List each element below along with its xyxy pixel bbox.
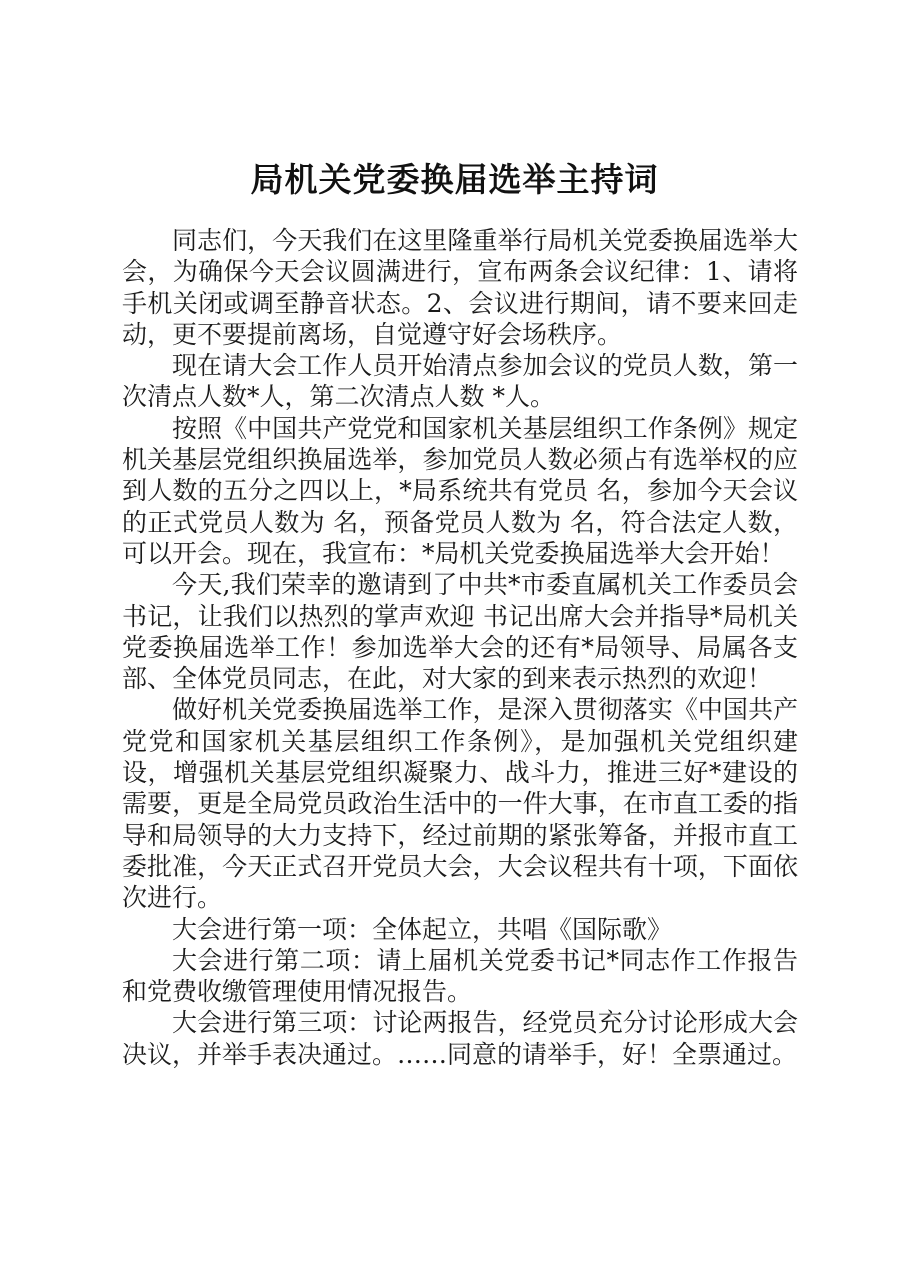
- paragraph-quorum-opening: 按照《中国共产党党和国家机关基层组织工作条例》规定机关基层党组织换届选举，参加党员人数必须占有选举权的应到人数的五分之四以上，*局系统共有党员 名，参加今天会议的正式党员人数为 名，预备党员人数为 名，符合法定人数，可以开会。现在，我宣布：*局机关党委换届选举大会开始！: [122, 413, 798, 568]
- paragraph-significance-agenda: 做好机关党委换届选举工作，是深入贯彻落实《中国共产党党和国家机关基层组织工作条例》，是加强机关党组织建设，增强机关基层党组织凝聚力、战斗力，推进三好*建设的需要，更是全局党员政治生活中的一件大事，在市直工委的指导和局领导的大力支持下，经过前期的紧张筹备，并报市直工委批准，今天正式召开党员大会，大会议程共有十项，下面依次进行。: [122, 695, 798, 913]
- paragraph-meeting-rules: 同志们，今天我们在这里隆重举行局机关党委换届选举大会，为确保今天会议圆满进行，宣布两条会议纪律：1、请将手机关闭或调至静音状态。2、会议进行期间，请不要来回走动，更不要提前离场，自觉遵守好会场秩序。: [122, 226, 798, 349]
- paragraph-agenda-item-1: 大会进行第一项：全体起立，共唱《国际歌》: [172, 914, 673, 944]
- paragraph-agenda-item-2: 大会进行第二项：请上届机关党委书记*同志作工作报告和党费收缴管理使用情况报告。: [122, 945, 798, 1007]
- paragraph-agenda-item-3: 大会进行第三项：讨论两报告，经党员充分讨论形成大会决议，并举手表决通过。……同意的请举手，好！全票通过。: [122, 1008, 798, 1069]
- document-body: [122, 225, 798, 1070]
- paragraph-headcount: 现在请大会工作人员开始清点参加会议的党员人数，第一次清点人数*人，第二次清点人数 *人。: [122, 351, 798, 412]
- document-title: 局机关党委换届选举主持词: [250, 160, 659, 199]
- paragraph-welcome-guests: 今天,我们荣幸的邀请到了中共*市委直属机关工作委员会 书记，让我们以热烈的掌声欢迎 书记出席大会并指导*局机关党委换届选举工作！参加选举大会的还有*局领导、局属各支部、全体党员同志，在此，对大家的到来表示热烈的欢迎！: [122, 570, 798, 694]
